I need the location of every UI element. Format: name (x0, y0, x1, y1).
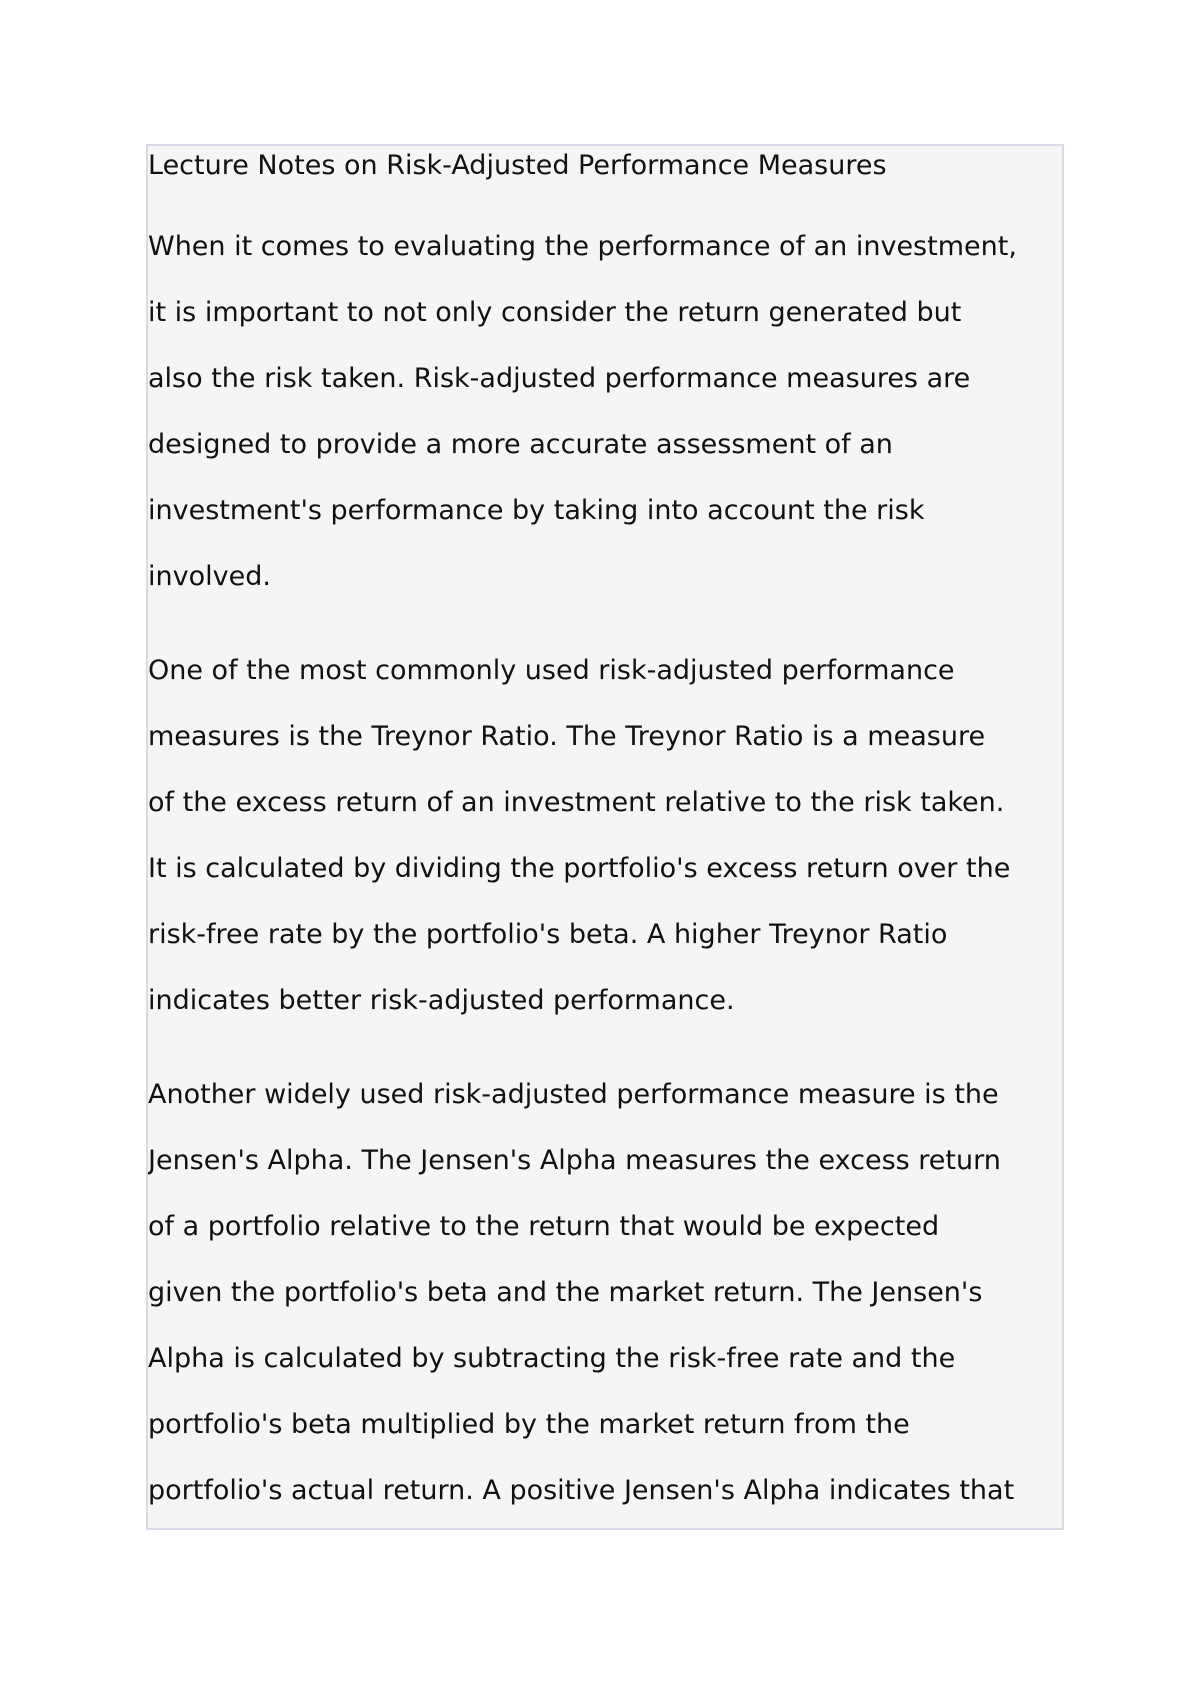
paragraph-line: designed to provide a more accurate assessment of an (148, 429, 893, 460)
document-panel (146, 144, 1064, 1530)
paragraph-line: One of the most commonly used risk-adjusted performance (148, 655, 955, 686)
paragraph-line: also the risk taken. Risk-adjusted performance measures are (148, 363, 971, 394)
paragraph-line: It is calculated by dividing the portfolio's excess return over the (148, 853, 1011, 884)
paragraph-line: Another widely used risk-adjusted performance measure is the (148, 1079, 999, 1110)
paragraph-jensens-alpha (148, 1062, 1062, 1524)
paragraph-line: involved. (148, 561, 271, 592)
paragraph-line: indicates better risk-adjusted performance. (148, 985, 735, 1016)
paragraph-line: of the excess return of an investment relative to the risk taken. (148, 787, 1005, 818)
paragraph-line: portfolio's beta multiplied by the market return from the (148, 1409, 910, 1440)
document-title: Lecture Notes on Risk-Adjusted Performance Measures (148, 150, 887, 181)
paragraph-treynor-ratio (148, 638, 1062, 1034)
paragraph-line: portfolio's actual return. A positive Jensen's Alpha indicates that (148, 1475, 1015, 1506)
paragraph-line: Jensen's Alpha. The Jensen's Alpha measures the excess return (148, 1145, 1001, 1176)
paragraph-line: investment's performance by taking into account the risk (148, 495, 925, 526)
paragraph-line: given the portfolio's beta and the market return. The Jensen's (148, 1277, 983, 1308)
paragraph-line: measures is the Treynor Ratio. The Treynor Ratio is a measure (148, 721, 986, 752)
paragraph-line: When it comes to evaluating the performance of an investment, (148, 231, 1017, 262)
document-content (148, 146, 1062, 1524)
paragraph-intro (148, 214, 1062, 610)
paragraph-line: of a portfolio relative to the return that would be expected (148, 1211, 940, 1242)
paragraph-line: Alpha is calculated by subtracting the risk-free rate and the (148, 1343, 956, 1374)
paragraph-line: it is important to not only consider the return generated but (148, 297, 962, 328)
paragraph-line: risk-free rate by the portfolio's beta. A higher Treynor Ratio (148, 919, 948, 950)
